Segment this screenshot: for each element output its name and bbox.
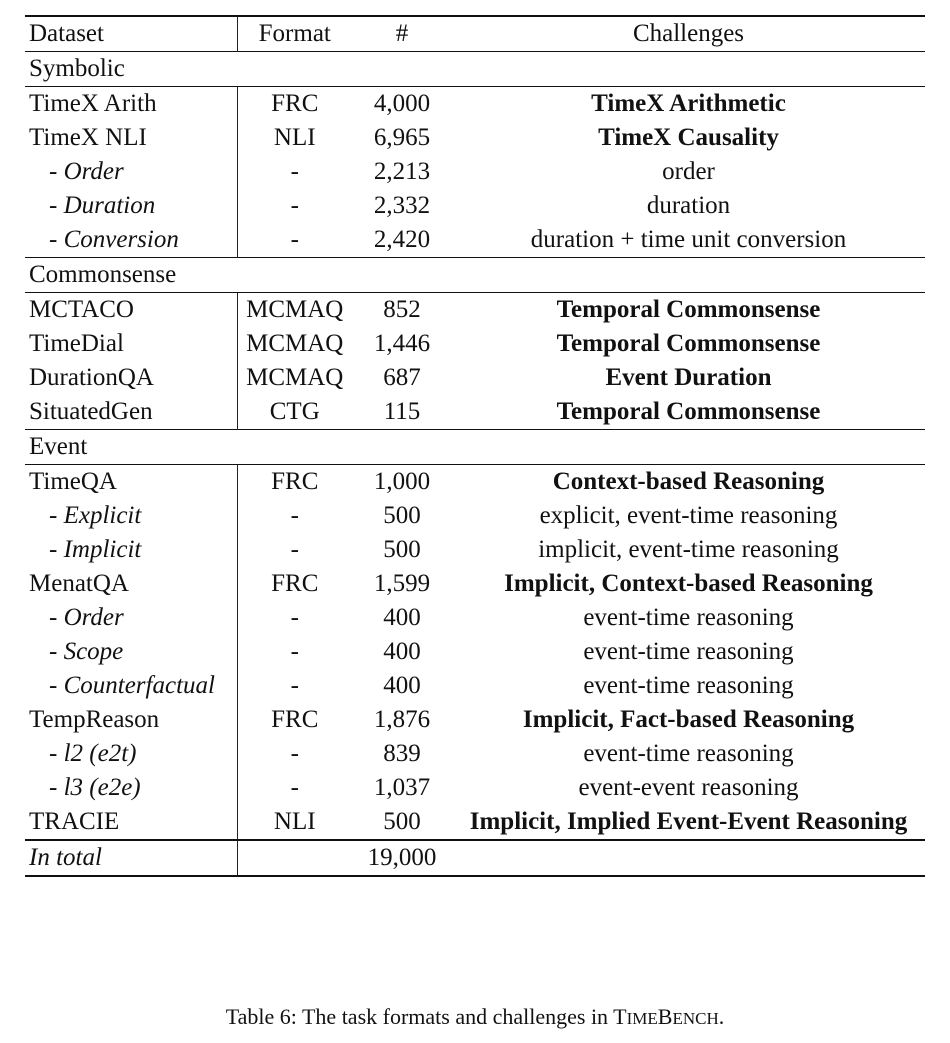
dataset-cell (25, 189, 237, 223)
count-cell: 400 (383, 604, 421, 631)
count-cell: 1,599 (373, 570, 431, 597)
table-row (25, 771, 925, 805)
dataset-cell (25, 771, 237, 805)
challenge-cell: event-time reasoning (583, 604, 794, 631)
format-cell: - (290, 638, 299, 665)
sub-dataset-name: l2 (e2t) (63, 740, 137, 767)
section-row (25, 52, 925, 87)
sub-dataset-name: Duration (63, 192, 156, 219)
sub-prefix: - (49, 672, 64, 699)
dataset-name: MCTACO (29, 296, 134, 323)
dataset-cell (25, 155, 237, 189)
format-cell: - (290, 226, 299, 253)
table-row (25, 121, 925, 155)
caption-name-cap2: B (657, 1004, 673, 1029)
dataset-cell (25, 499, 237, 533)
sub-prefix: - (49, 502, 64, 529)
section-title: Symbolic (25, 52, 925, 87)
format-cell: - (290, 158, 299, 185)
sub-dataset-name: Order (63, 158, 124, 185)
total-row (25, 840, 925, 876)
table-row (25, 601, 925, 635)
dataset-name: MenatQA (29, 570, 129, 597)
table-body (25, 52, 925, 877)
sub-dataset-name: l3 (e2e) (63, 774, 141, 801)
sub-prefix: - (49, 604, 64, 631)
count-cell: 1,000 (373, 468, 431, 495)
section-row (25, 258, 925, 293)
challenge-cell: order (662, 158, 715, 185)
sub-prefix: - (49, 638, 64, 665)
format-cell: NLI (273, 808, 316, 835)
table-row (25, 395, 925, 430)
format-cell: - (290, 502, 299, 529)
count-cell: 1,037 (373, 774, 431, 801)
caption-suffix: . (718, 1004, 725, 1029)
format-cell: - (290, 536, 299, 563)
dataset-cell (25, 87, 237, 122)
dataset-name: TempReason (29, 706, 160, 733)
table-row (25, 533, 925, 567)
sub-prefix: - (49, 536, 64, 563)
dataset-cell (25, 601, 237, 635)
total-count: 19,000 (352, 840, 452, 876)
count-cell: 839 (383, 740, 421, 767)
count-cell: 2,420 (373, 226, 431, 253)
count-cell: 400 (383, 672, 421, 699)
format-cell: FRC (271, 706, 319, 733)
caption-name-cap1: T (613, 1004, 627, 1029)
header-format: Format (258, 20, 331, 47)
dataset-cell (25, 121, 237, 155)
section-title: Commonsense (25, 258, 925, 293)
count-cell: 500 (383, 502, 421, 529)
count-cell: 2,332 (373, 192, 431, 219)
table-row (25, 293, 925, 328)
format-cell: FRC (271, 570, 319, 597)
challenge-cell: duration + time unit conversion (530, 226, 847, 253)
dataset-cell (25, 327, 237, 361)
challenge-cell: Event Duration (605, 364, 772, 391)
sub-dataset-name: Scope (63, 638, 124, 665)
challenge-cell: Implicit, Context-based Reasoning (504, 570, 873, 597)
count-cell: 1,446 (373, 330, 431, 357)
dataset-name: TimeX NLI (29, 124, 147, 151)
table-row (25, 703, 925, 737)
table-row (25, 223, 925, 258)
table-row (25, 327, 925, 361)
count-cell: 400 (383, 638, 421, 665)
challenge-cell: duration (646, 192, 731, 219)
challenge-cell: event-event reasoning (578, 774, 799, 801)
dataset-cell (25, 635, 237, 669)
challenge-cell: Temporal Commonsense (556, 296, 821, 323)
total-format (237, 840, 352, 876)
dataset-cell (25, 805, 237, 840)
dataset-name: SituatedGen (29, 398, 153, 425)
total-challenge (452, 840, 925, 876)
count-cell: 4,000 (373, 90, 431, 117)
dataset-cell (25, 395, 237, 430)
sub-dataset-name: Conversion (63, 226, 179, 253)
count-cell: 852 (383, 296, 421, 323)
format-cell: MCMAQ (246, 364, 344, 391)
challenge-cell: TimeX Arithmetic (591, 90, 786, 117)
challenge-cell: TimeX Causality (598, 124, 779, 151)
table-row (25, 499, 925, 533)
section-row (25, 430, 925, 465)
challenge-cell: event-time reasoning (583, 638, 794, 665)
count-cell: 687 (383, 364, 421, 391)
dataset-cell (25, 223, 237, 258)
format-cell: CTG (269, 398, 320, 425)
total-label: In total (25, 840, 237, 876)
count-cell: 2,213 (373, 158, 431, 185)
dataset-name: TRACIE (29, 808, 120, 835)
format-cell: MCMAQ (246, 296, 344, 323)
dataset-cell (25, 533, 237, 567)
format-cell: - (290, 672, 299, 699)
table-row (25, 805, 925, 840)
count-cell: 1,876 (373, 706, 431, 733)
count-cell: 500 (383, 808, 421, 835)
dataset-name: TimeDial (29, 330, 124, 357)
dataset-cell (25, 669, 237, 703)
sub-prefix: - (49, 192, 64, 219)
table-row (25, 567, 925, 601)
sub-dataset-name: Explicit (63, 502, 142, 529)
sub-dataset-name: Order (63, 604, 124, 631)
table-row (25, 155, 925, 189)
table-row (25, 465, 925, 500)
challenge-cell: event-time reasoning (583, 740, 794, 767)
format-cell: FRC (271, 468, 319, 495)
challenge-cell: Context-based Reasoning (552, 468, 825, 495)
caption-name-rest1: IME (626, 1009, 658, 1028)
dataset-cell (25, 703, 237, 737)
dataset-name: TimeX Arith (29, 90, 157, 117)
table-row (25, 635, 925, 669)
section-title: Event (25, 430, 925, 465)
dataset-name: TimeQA (29, 468, 117, 495)
dataset-name: DurationQA (29, 364, 154, 391)
format-cell: - (290, 774, 299, 801)
table-row (25, 189, 925, 223)
count-cell: 6,965 (373, 124, 431, 151)
challenge-cell: Temporal Commonsense (556, 398, 821, 425)
table-row (25, 669, 925, 703)
format-cell: FRC (271, 90, 319, 117)
dataset-cell (25, 361, 237, 395)
dataset-cell (25, 567, 237, 601)
sub-prefix: - (49, 158, 64, 185)
table-row (25, 87, 925, 122)
table-caption (0, 1004, 950, 1030)
header-row (25, 16, 925, 52)
format-cell: - (290, 604, 299, 631)
challenge-cell: Implicit, Implied Event-Event Reasoning (469, 808, 908, 835)
dataset-cell (25, 293, 237, 328)
format-cell: - (290, 192, 299, 219)
sub-prefix: - (49, 226, 64, 253)
table-row (25, 361, 925, 395)
header-dataset: Dataset (25, 16, 237, 52)
challenge-cell: Implicit, Fact-based Reasoning (522, 706, 855, 733)
count-cell: 115 (383, 398, 421, 425)
challenge-cell: implicit, event-time reasoning (538, 536, 839, 563)
challenge-cell: explicit, event-time reasoning (539, 502, 838, 529)
format-cell: MCMAQ (246, 330, 344, 357)
challenge-cell: event-time reasoning (583, 672, 794, 699)
dataset-table (25, 15, 925, 877)
format-cell: - (290, 740, 299, 767)
dataset-cell (25, 465, 237, 500)
table-row (25, 737, 925, 771)
count-cell: 500 (383, 536, 421, 563)
sub-prefix: - (49, 774, 64, 801)
header-challenges: Challenges (632, 20, 745, 47)
sub-dataset-name: Implicit (63, 536, 142, 563)
header-count: # (395, 20, 409, 47)
format-cell: NLI (273, 124, 316, 151)
caption-name-rest2: ENCH (672, 1009, 719, 1028)
caption-prefix: Table 6: The task formats and challenges in (225, 1004, 614, 1029)
sub-prefix: - (49, 740, 64, 767)
challenge-cell: Temporal Commonsense (556, 330, 821, 357)
dataset-cell (25, 737, 237, 771)
sub-dataset-name: Counterfactual (63, 672, 215, 699)
